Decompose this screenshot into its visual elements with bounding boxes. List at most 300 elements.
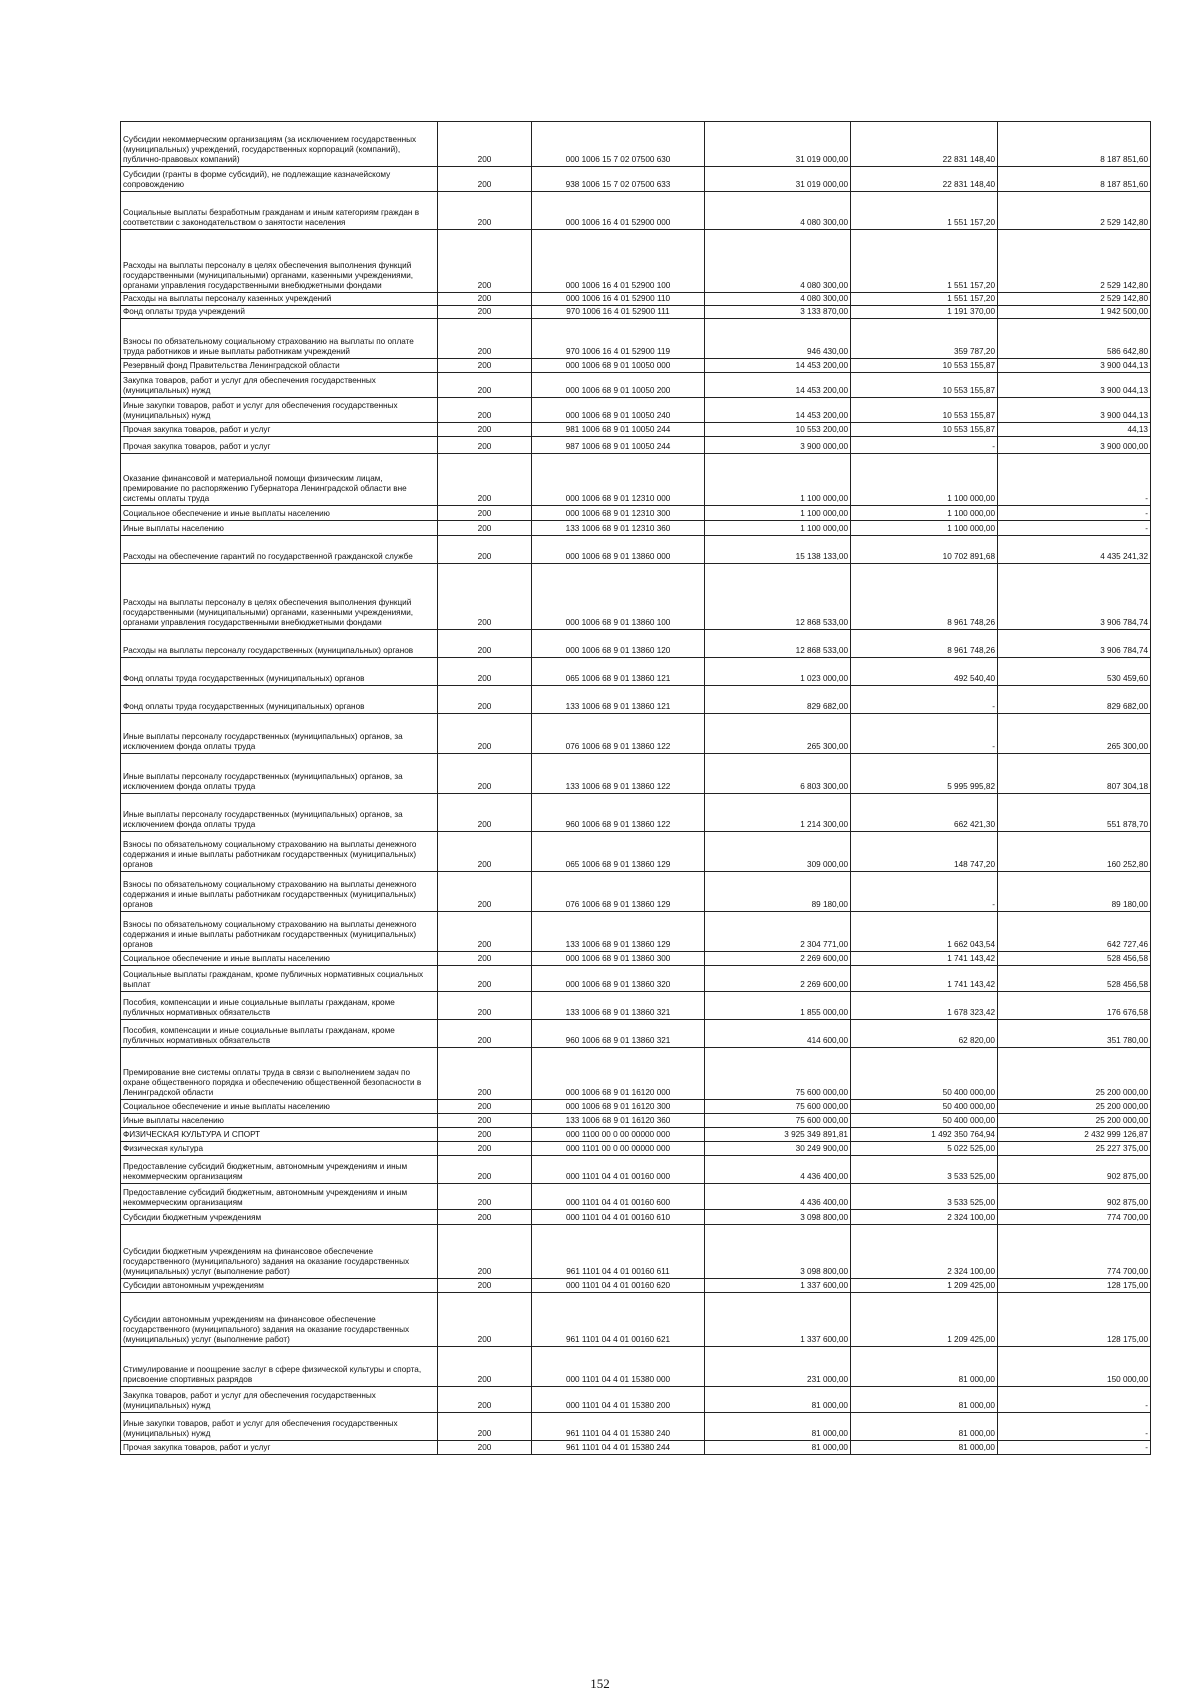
row-name-cell: Расходы на обеспечение гарантий по государственной гражданской службе bbox=[121, 536, 438, 564]
row-name-cell: Закупка товаров, работ и услуг для обеспечения государственных (муниципальных) нужд bbox=[121, 1387, 438, 1413]
row-code-cell: 200 bbox=[438, 714, 532, 754]
row-executed-amount-cell: - bbox=[851, 686, 998, 714]
row-classification-code-cell: 000 1006 16 4 01 52900 100 bbox=[532, 230, 705, 293]
row-executed-amount-cell: 8 961 748,26 bbox=[851, 564, 998, 630]
row-approved-amount-cell: 265 300,00 bbox=[705, 714, 851, 754]
row-approved-amount-cell: 414 600,00 bbox=[705, 1020, 851, 1048]
row-approved-amount-cell: 946 430,00 bbox=[705, 319, 851, 359]
row-name-cell: Субсидии бюджетным учреждениям на финансовое обеспечение государственного (муниципального) задания на оказание государственных (муниципальных) услуг (выполнение работ) bbox=[121, 1225, 438, 1279]
row-approved-amount-cell: 81 000,00 bbox=[705, 1441, 851, 1455]
row-code-cell: 200 bbox=[438, 423, 532, 437]
row-unexecuted-amount-cell: 8 187 851,60 bbox=[998, 122, 1151, 167]
row-code-cell: 200 bbox=[438, 122, 532, 167]
table-row bbox=[121, 359, 1151, 373]
row-code-cell: 200 bbox=[438, 1184, 532, 1210]
row-unexecuted-amount-cell: 2 529 142,80 bbox=[998, 192, 1151, 230]
row-classification-code-cell: 000 1006 68 9 01 16120 300 bbox=[532, 1100, 705, 1114]
row-approved-amount-cell: 1 100 000,00 bbox=[705, 454, 851, 506]
row-approved-amount-cell: 15 138 133,00 bbox=[705, 536, 851, 564]
row-classification-code-cell: 987 1006 68 9 01 10050 244 bbox=[532, 437, 705, 454]
row-classification-code-cell: 961 1101 04 4 01 00160 611 bbox=[532, 1225, 705, 1279]
table-row bbox=[121, 230, 1151, 293]
row-code-cell: 200 bbox=[438, 754, 532, 794]
row-classification-code-cell: 065 1006 68 9 01 13860 121 bbox=[532, 658, 705, 686]
row-name-cell: Расходы на выплаты персоналу в целях обеспечения выполнения функций государственными (муниципальными) органами, казенными учреждениями, органами управления государственными внебюджетными фондами bbox=[121, 564, 438, 630]
row-executed-amount-cell: 81 000,00 bbox=[851, 1387, 998, 1413]
row-executed-amount-cell: 1 492 350 764,94 bbox=[851, 1128, 998, 1142]
row-approved-amount-cell: 6 803 300,00 bbox=[705, 754, 851, 794]
row-executed-amount-cell: 1 100 000,00 bbox=[851, 521, 998, 536]
row-code-cell: 200 bbox=[438, 1114, 532, 1128]
row-classification-code-cell: 000 1006 68 9 01 13860 300 bbox=[532, 952, 705, 966]
row-approved-amount-cell: 2 269 600,00 bbox=[705, 952, 851, 966]
row-name-cell: Иные выплаты персоналу государственных (муниципальных) органов, за исключением фонда оплаты труда bbox=[121, 794, 438, 832]
row-approved-amount-cell: 75 600 000,00 bbox=[705, 1114, 851, 1128]
table-row bbox=[121, 1210, 1151, 1225]
row-code-cell: 200 bbox=[438, 952, 532, 966]
row-approved-amount-cell: 1 855 000,00 bbox=[705, 992, 851, 1020]
row-executed-amount-cell: 1 191 370,00 bbox=[851, 306, 998, 319]
row-code-cell: 200 bbox=[438, 1100, 532, 1114]
row-executed-amount-cell: 1 551 157,20 bbox=[851, 293, 998, 306]
row-name-cell: Иные выплаты персоналу государственных (муниципальных) органов, за исключением фонда оплаты труда bbox=[121, 714, 438, 754]
row-code-cell: 200 bbox=[438, 293, 532, 306]
row-executed-amount-cell: 148 747,20 bbox=[851, 832, 998, 872]
table-row bbox=[121, 952, 1151, 966]
row-unexecuted-amount-cell: 25 200 000,00 bbox=[998, 1114, 1151, 1128]
row-code-cell: 200 bbox=[438, 1210, 532, 1225]
row-executed-amount-cell: 81 000,00 bbox=[851, 1347, 998, 1387]
row-name-cell: Взносы по обязательному социальному страхованию на выплаты денежного содержания и иные выплаты работникам государственных (муниципальных) органов bbox=[121, 872, 438, 912]
row-unexecuted-amount-cell: 89 180,00 bbox=[998, 872, 1151, 912]
budget-table-body bbox=[121, 122, 1151, 1455]
row-approved-amount-cell: 1 214 300,00 bbox=[705, 794, 851, 832]
row-unexecuted-amount-cell: 807 304,18 bbox=[998, 754, 1151, 794]
row-executed-amount-cell: - bbox=[851, 437, 998, 454]
row-classification-code-cell: 076 1006 68 9 01 13860 129 bbox=[532, 872, 705, 912]
row-unexecuted-amount-cell: 902 875,00 bbox=[998, 1184, 1151, 1210]
row-approved-amount-cell: 12 868 533,00 bbox=[705, 630, 851, 658]
row-unexecuted-amount-cell: 774 700,00 bbox=[998, 1210, 1151, 1225]
row-code-cell: 200 bbox=[438, 794, 532, 832]
row-classification-code-cell: 000 1006 68 9 01 13860 120 bbox=[532, 630, 705, 658]
table-row bbox=[121, 1387, 1151, 1413]
row-approved-amount-cell: 14 453 200,00 bbox=[705, 398, 851, 423]
row-name-cell: Иные закупки товаров, работ и услуг для обеспечения государственных (муниципальных) нужд bbox=[121, 1413, 438, 1441]
row-unexecuted-amount-cell: 128 175,00 bbox=[998, 1293, 1151, 1347]
row-unexecuted-amount-cell: 551 878,70 bbox=[998, 794, 1151, 832]
row-code-cell: 200 bbox=[438, 192, 532, 230]
row-name-cell: Субсидии (гранты в форме субсидий), не подлежащие казначейскому сопровождению bbox=[121, 167, 438, 192]
row-executed-amount-cell: 1 100 000,00 bbox=[851, 506, 998, 521]
row-unexecuted-amount-cell: 3 906 784,74 bbox=[998, 564, 1151, 630]
row-classification-code-cell: 133 1006 68 9 01 12310 360 bbox=[532, 521, 705, 536]
row-code-cell: 200 bbox=[438, 359, 532, 373]
row-code-cell: 200 bbox=[438, 1156, 532, 1184]
table-row bbox=[121, 564, 1151, 630]
row-classification-code-cell: 000 1006 15 7 02 07500 630 bbox=[532, 122, 705, 167]
row-name-cell: Премирование вне системы оплаты труда в связи с выполнением задач по охране общественного порядка и обеспечению общественной безопасности в Ленинградской области bbox=[121, 1048, 438, 1100]
row-classification-code-cell: 970 1006 16 4 01 52900 111 bbox=[532, 306, 705, 319]
table-row bbox=[121, 398, 1151, 423]
row-unexecuted-amount-cell: - bbox=[998, 1387, 1151, 1413]
row-executed-amount-cell: 22 831 148,40 bbox=[851, 167, 998, 192]
row-code-cell: 200 bbox=[438, 872, 532, 912]
row-unexecuted-amount-cell: - bbox=[998, 521, 1151, 536]
row-unexecuted-amount-cell: 265 300,00 bbox=[998, 714, 1151, 754]
row-code-cell: 200 bbox=[438, 1048, 532, 1100]
table-row bbox=[121, 1441, 1151, 1455]
row-approved-amount-cell: 4 080 300,00 bbox=[705, 230, 851, 293]
row-unexecuted-amount-cell: 44,13 bbox=[998, 423, 1151, 437]
row-executed-amount-cell: 10 553 155,87 bbox=[851, 398, 998, 423]
row-name-cell: Расходы на выплаты персоналу в целях обеспечения выполнения функций государственными (муниципальными) органами, казенными учреждениями, органами управления государственными внебюджетными фондами bbox=[121, 230, 438, 293]
row-code-cell: 200 bbox=[438, 1387, 532, 1413]
row-executed-amount-cell: 22 831 148,40 bbox=[851, 122, 998, 167]
row-name-cell: Резервный фонд Правительства Ленинградской области bbox=[121, 359, 438, 373]
row-code-cell: 200 bbox=[438, 373, 532, 398]
row-classification-code-cell: 000 1101 04 4 01 00160 000 bbox=[532, 1156, 705, 1184]
row-executed-amount-cell: 50 400 000,00 bbox=[851, 1114, 998, 1128]
row-name-cell: Иные закупки товаров, работ и услуг для обеспечения государственных (муниципальных) нужд bbox=[121, 398, 438, 423]
row-approved-amount-cell: 4 436 400,00 bbox=[705, 1184, 851, 1210]
row-unexecuted-amount-cell: 586 642,80 bbox=[998, 319, 1151, 359]
row-unexecuted-amount-cell: 2 529 142,80 bbox=[998, 230, 1151, 293]
row-classification-code-cell: 000 1006 68 9 01 13860 320 bbox=[532, 966, 705, 992]
row-executed-amount-cell: 81 000,00 bbox=[851, 1413, 998, 1441]
row-name-cell: Субсидии автономным учреждениям на финансовое обеспечение государственного (муниципального) задания на оказание государственных (муниципальных) услуг (выполнение работ) bbox=[121, 1293, 438, 1347]
row-classification-code-cell: 000 1006 68 9 01 12310 000 bbox=[532, 454, 705, 506]
row-classification-code-cell: 961 1101 04 4 01 15380 244 bbox=[532, 1441, 705, 1455]
row-classification-code-cell: 000 1101 04 4 01 00160 620 bbox=[532, 1279, 705, 1293]
row-executed-amount-cell: 2 324 100,00 bbox=[851, 1210, 998, 1225]
row-name-cell: Пособия, компенсации и иные социальные выплаты гражданам, кроме публичных нормативных обязательств bbox=[121, 992, 438, 1020]
table-row bbox=[121, 1225, 1151, 1279]
table-row bbox=[121, 1184, 1151, 1210]
row-unexecuted-amount-cell: 25 227 375,00 bbox=[998, 1142, 1151, 1156]
row-executed-amount-cell: - bbox=[851, 872, 998, 912]
row-classification-code-cell: 938 1006 15 7 02 07500 633 bbox=[532, 167, 705, 192]
row-unexecuted-amount-cell: 3 900 044,13 bbox=[998, 398, 1151, 423]
table-row bbox=[121, 1413, 1151, 1441]
row-name-cell: Расходы на выплаты персоналу казенных учреждений bbox=[121, 293, 438, 306]
row-unexecuted-amount-cell: 774 700,00 bbox=[998, 1225, 1151, 1279]
row-unexecuted-amount-cell: - bbox=[998, 454, 1151, 506]
table-row bbox=[121, 319, 1151, 359]
row-executed-amount-cell: - bbox=[851, 714, 998, 754]
row-classification-code-cell: 133 1006 68 9 01 13860 321 bbox=[532, 992, 705, 1020]
table-row bbox=[121, 454, 1151, 506]
row-executed-amount-cell: 50 400 000,00 bbox=[851, 1048, 998, 1100]
row-classification-code-cell: 000 1101 04 4 01 00160 600 bbox=[532, 1184, 705, 1210]
row-classification-code-cell: 000 1101 04 4 01 15380 000 bbox=[532, 1347, 705, 1387]
row-classification-code-cell: 000 1006 68 9 01 13860 000 bbox=[532, 536, 705, 564]
row-classification-code-cell: 133 1006 68 9 01 13860 122 bbox=[532, 754, 705, 794]
row-executed-amount-cell: 5 995 995,82 bbox=[851, 754, 998, 794]
row-approved-amount-cell: 1 100 000,00 bbox=[705, 506, 851, 521]
row-approved-amount-cell: 1 337 600,00 bbox=[705, 1279, 851, 1293]
row-code-cell: 200 bbox=[438, 398, 532, 423]
row-executed-amount-cell: 81 000,00 bbox=[851, 1441, 998, 1455]
table-row bbox=[121, 714, 1151, 754]
row-approved-amount-cell: 4 080 300,00 bbox=[705, 192, 851, 230]
row-approved-amount-cell: 12 868 533,00 bbox=[705, 564, 851, 630]
row-classification-code-cell: 970 1006 16 4 01 52900 119 bbox=[532, 319, 705, 359]
row-code-cell: 200 bbox=[438, 966, 532, 992]
row-unexecuted-amount-cell: 25 200 000,00 bbox=[998, 1100, 1151, 1114]
row-unexecuted-amount-cell: 4 435 241,32 bbox=[998, 536, 1151, 564]
row-name-cell: Взносы по обязательному социальному страхованию на выплаты денежного содержания и иные выплаты работникам государственных (муниципальных) органов bbox=[121, 912, 438, 952]
table-row bbox=[121, 1279, 1151, 1293]
row-classification-code-cell: 000 1006 68 9 01 10050 200 bbox=[532, 373, 705, 398]
row-code-cell: 200 bbox=[438, 306, 532, 319]
row-classification-code-cell: 076 1006 68 9 01 13860 122 bbox=[532, 714, 705, 754]
row-code-cell: 200 bbox=[438, 1441, 532, 1455]
row-code-cell: 200 bbox=[438, 564, 532, 630]
row-code-cell: 200 bbox=[438, 454, 532, 506]
row-approved-amount-cell: 81 000,00 bbox=[705, 1387, 851, 1413]
table-row bbox=[121, 794, 1151, 832]
row-executed-amount-cell: 8 961 748,26 bbox=[851, 630, 998, 658]
row-approved-amount-cell: 14 453 200,00 bbox=[705, 373, 851, 398]
row-name-cell: ФИЗИЧЕСКАЯ КУЛЬТУРА И СПОРТ bbox=[121, 1128, 438, 1142]
row-code-cell: 200 bbox=[438, 832, 532, 872]
table-row bbox=[121, 521, 1151, 536]
row-name-cell: Социальные выплаты безработным гражданам и иным категориям граждан в соответствии с законодательством о занятости населения bbox=[121, 192, 438, 230]
row-approved-amount-cell: 4 436 400,00 bbox=[705, 1156, 851, 1184]
row-name-cell: Социальное обеспечение и иные выплаты населению bbox=[121, 952, 438, 966]
row-name-cell: Социальные выплаты гражданам, кроме публичных нормативных социальных выплат bbox=[121, 966, 438, 992]
table-row bbox=[121, 992, 1151, 1020]
table-row bbox=[121, 423, 1151, 437]
row-executed-amount-cell: 3 533 525,00 bbox=[851, 1184, 998, 1210]
row-unexecuted-amount-cell: 3 900 044,13 bbox=[998, 373, 1151, 398]
row-name-cell: Субсидии бюджетным учреждениям bbox=[121, 1210, 438, 1225]
row-name-cell: Предоставление субсидий бюджетным, автономным учреждениям и иным некоммерческим организациям bbox=[121, 1156, 438, 1184]
row-classification-code-cell: 065 1006 68 9 01 13860 129 bbox=[532, 832, 705, 872]
row-executed-amount-cell: 1 551 157,20 bbox=[851, 230, 998, 293]
row-unexecuted-amount-cell: 642 727,46 bbox=[998, 912, 1151, 952]
row-executed-amount-cell: 10 553 155,87 bbox=[851, 373, 998, 398]
table-row bbox=[121, 1128, 1151, 1142]
row-name-cell: Закупка товаров, работ и услуг для обеспечения государственных (муниципальных) нужд bbox=[121, 373, 438, 398]
row-name-cell: Взносы по обязательному социальному страхованию на выплаты по оплате труда работников и иные выплаты работникам учреждений bbox=[121, 319, 438, 359]
row-approved-amount-cell: 31 019 000,00 bbox=[705, 122, 851, 167]
row-unexecuted-amount-cell: 2 529 142,80 bbox=[998, 293, 1151, 306]
table-row bbox=[121, 293, 1151, 306]
row-approved-amount-cell: 2 304 771,00 bbox=[705, 912, 851, 952]
table-row bbox=[121, 536, 1151, 564]
row-approved-amount-cell: 3 098 800,00 bbox=[705, 1225, 851, 1279]
row-executed-amount-cell: 5 022 525,00 bbox=[851, 1142, 998, 1156]
table-row bbox=[121, 306, 1151, 319]
row-executed-amount-cell: 1 741 143,42 bbox=[851, 952, 998, 966]
row-approved-amount-cell: 10 553 200,00 bbox=[705, 423, 851, 437]
row-name-cell: Взносы по обязательному социальному страхованию на выплаты денежного содержания и иные выплаты работникам государственных (муниципальных) органов bbox=[121, 832, 438, 872]
row-name-cell: Фонд оплаты труда учреждений bbox=[121, 306, 438, 319]
row-approved-amount-cell: 31 019 000,00 bbox=[705, 167, 851, 192]
row-unexecuted-amount-cell: 829 682,00 bbox=[998, 686, 1151, 714]
row-approved-amount-cell: 1 100 000,00 bbox=[705, 521, 851, 536]
row-classification-code-cell: 000 1101 00 0 00 00000 000 bbox=[532, 1142, 705, 1156]
row-name-cell: Субсидии некоммерческим организациям (за исключением государственных (муниципальных) учреждений, государственных корпораций (компаний), публично-правовых компаний) bbox=[121, 122, 438, 167]
row-executed-amount-cell: 359 787,20 bbox=[851, 319, 998, 359]
row-classification-code-cell: 000 1006 68 9 01 10050 000 bbox=[532, 359, 705, 373]
row-approved-amount-cell: 1 023 000,00 bbox=[705, 658, 851, 686]
table-row bbox=[121, 754, 1151, 794]
row-executed-amount-cell: 492 540,40 bbox=[851, 658, 998, 686]
row-classification-code-cell: 000 1006 68 9 01 10050 240 bbox=[532, 398, 705, 423]
table-row bbox=[121, 122, 1151, 167]
row-code-cell: 200 bbox=[438, 992, 532, 1020]
row-approved-amount-cell: 829 682,00 bbox=[705, 686, 851, 714]
row-unexecuted-amount-cell: 528 456,58 bbox=[998, 952, 1151, 966]
row-approved-amount-cell: 3 925 349 891,81 bbox=[705, 1128, 851, 1142]
table-row bbox=[121, 966, 1151, 992]
row-name-cell: Прочая закупка товаров, работ и услуг bbox=[121, 1441, 438, 1455]
row-classification-code-cell: 981 1006 68 9 01 10050 244 bbox=[532, 423, 705, 437]
row-executed-amount-cell: 10 702 891,68 bbox=[851, 536, 998, 564]
row-code-cell: 200 bbox=[438, 630, 532, 658]
row-code-cell: 200 bbox=[438, 437, 532, 454]
row-name-cell: Пособия, компенсации и иные социальные выплаты гражданам, кроме публичных нормативных обязательств bbox=[121, 1020, 438, 1048]
row-name-cell: Иные выплаты населению bbox=[121, 1114, 438, 1128]
row-approved-amount-cell: 4 080 300,00 bbox=[705, 293, 851, 306]
table-row bbox=[121, 686, 1151, 714]
row-unexecuted-amount-cell: 128 175,00 bbox=[998, 1279, 1151, 1293]
row-name-cell: Прочая закупка товаров, работ и услуг bbox=[121, 423, 438, 437]
row-unexecuted-amount-cell: 351 780,00 bbox=[998, 1020, 1151, 1048]
budget-table bbox=[120, 121, 1151, 1455]
row-name-cell: Физическая культура bbox=[121, 1142, 438, 1156]
row-code-cell: 200 bbox=[438, 1413, 532, 1441]
row-approved-amount-cell: 75 600 000,00 bbox=[705, 1100, 851, 1114]
row-unexecuted-amount-cell: - bbox=[998, 506, 1151, 521]
row-approved-amount-cell: 75 600 000,00 bbox=[705, 1048, 851, 1100]
row-name-cell: Оказание финансовой и материальной помощи физическим лицам, премирование по распоряжению Губернатора Ленинградской области вне системы оплаты труда bbox=[121, 454, 438, 506]
row-executed-amount-cell: 1 209 425,00 bbox=[851, 1293, 998, 1347]
row-unexecuted-amount-cell: 902 875,00 bbox=[998, 1156, 1151, 1184]
row-code-cell: 200 bbox=[438, 1128, 532, 1142]
row-classification-code-cell: 960 1006 68 9 01 13860 321 bbox=[532, 1020, 705, 1048]
row-unexecuted-amount-cell: 8 187 851,60 bbox=[998, 167, 1151, 192]
row-classification-code-cell: 000 1006 68 9 01 13860 100 bbox=[532, 564, 705, 630]
table-row bbox=[121, 1114, 1151, 1128]
row-classification-code-cell: 961 1101 04 4 01 00160 621 bbox=[532, 1293, 705, 1347]
row-unexecuted-amount-cell: 530 459,60 bbox=[998, 658, 1151, 686]
row-approved-amount-cell: 81 000,00 bbox=[705, 1413, 851, 1441]
row-classification-code-cell: 000 1101 04 4 01 15380 200 bbox=[532, 1387, 705, 1413]
row-executed-amount-cell: 3 533 525,00 bbox=[851, 1156, 998, 1184]
row-name-cell: Иные выплаты населению bbox=[121, 521, 438, 536]
row-name-cell: Субсидии автономным учреждениям bbox=[121, 1279, 438, 1293]
table-row bbox=[121, 630, 1151, 658]
row-approved-amount-cell: 14 453 200,00 bbox=[705, 359, 851, 373]
row-approved-amount-cell: 309 000,00 bbox=[705, 832, 851, 872]
row-classification-code-cell: 000 1101 04 4 01 00160 610 bbox=[532, 1210, 705, 1225]
table-row bbox=[121, 1048, 1151, 1100]
table-row bbox=[121, 373, 1151, 398]
row-unexecuted-amount-cell: 528 456,58 bbox=[998, 966, 1151, 992]
row-code-cell: 200 bbox=[438, 506, 532, 521]
row-approved-amount-cell: 3 098 800,00 bbox=[705, 1210, 851, 1225]
row-code-cell: 200 bbox=[438, 1225, 532, 1279]
budget-execution-sheet bbox=[120, 121, 1150, 1455]
row-name-cell: Предоставление субсидий бюджетным, автономным учреждениям и иным некоммерческим организациям bbox=[121, 1184, 438, 1210]
row-executed-amount-cell: 50 400 000,00 bbox=[851, 1100, 998, 1114]
row-executed-amount-cell: 10 553 155,87 bbox=[851, 359, 998, 373]
table-row bbox=[121, 167, 1151, 192]
row-unexecuted-amount-cell: 176 676,58 bbox=[998, 992, 1151, 1020]
row-approved-amount-cell: 89 180,00 bbox=[705, 872, 851, 912]
row-classification-code-cell: 133 1006 68 9 01 16120 360 bbox=[532, 1114, 705, 1128]
row-code-cell: 200 bbox=[438, 1279, 532, 1293]
row-code-cell: 200 bbox=[438, 167, 532, 192]
row-code-cell: 200 bbox=[438, 521, 532, 536]
row-executed-amount-cell: 1 100 000,00 bbox=[851, 454, 998, 506]
row-approved-amount-cell: 2 269 600,00 bbox=[705, 966, 851, 992]
table-row bbox=[121, 872, 1151, 912]
row-executed-amount-cell: 1 678 323,42 bbox=[851, 992, 998, 1020]
row-executed-amount-cell: 1 209 425,00 bbox=[851, 1279, 998, 1293]
row-approved-amount-cell: 3 900 000,00 bbox=[705, 437, 851, 454]
row-code-cell: 200 bbox=[438, 230, 532, 293]
row-name-cell: Расходы на выплаты персоналу государственных (муниципальных) органов bbox=[121, 630, 438, 658]
table-row bbox=[121, 192, 1151, 230]
row-name-cell: Социальное обеспечение и иные выплаты населению bbox=[121, 506, 438, 521]
row-name-cell: Иные выплаты персоналу государственных (муниципальных) органов, за исключением фонда оплаты труда bbox=[121, 754, 438, 794]
row-classification-code-cell: 000 1006 68 9 01 16120 000 bbox=[532, 1048, 705, 1100]
table-row bbox=[121, 912, 1151, 952]
table-row bbox=[121, 437, 1151, 454]
table-row bbox=[121, 658, 1151, 686]
row-code-cell: 200 bbox=[438, 319, 532, 359]
row-executed-amount-cell: 62 820,00 bbox=[851, 1020, 998, 1048]
row-code-cell: 200 bbox=[438, 1293, 532, 1347]
page-number: 152 bbox=[590, 1676, 610, 1691]
row-unexecuted-amount-cell: 1 942 500,00 bbox=[998, 306, 1151, 319]
row-name-cell: Стимулирование и поощрение заслуг в сфере физической культуры и спорта, присвоение спортивных разрядов bbox=[121, 1347, 438, 1387]
row-classification-code-cell: 000 1006 16 4 01 52900 110 bbox=[532, 293, 705, 306]
row-executed-amount-cell: 1 551 157,20 bbox=[851, 192, 998, 230]
table-row bbox=[121, 1347, 1151, 1387]
row-classification-code-cell: 000 1100 00 0 00 00000 000 bbox=[532, 1128, 705, 1142]
table-row bbox=[121, 1293, 1151, 1347]
row-code-cell: 200 bbox=[438, 1347, 532, 1387]
row-code-cell: 200 bbox=[438, 1142, 532, 1156]
row-executed-amount-cell: 1 662 043,54 bbox=[851, 912, 998, 952]
row-name-cell: Прочая закупка товаров, работ и услуг bbox=[121, 437, 438, 454]
row-unexecuted-amount-cell: 3 900 000,00 bbox=[998, 437, 1151, 454]
row-executed-amount-cell: 10 553 155,87 bbox=[851, 423, 998, 437]
table-row bbox=[121, 1142, 1151, 1156]
row-unexecuted-amount-cell: 3 906 784,74 bbox=[998, 630, 1151, 658]
row-classification-code-cell: 960 1006 68 9 01 13860 122 bbox=[532, 794, 705, 832]
table-row bbox=[121, 506, 1151, 521]
row-code-cell: 200 bbox=[438, 536, 532, 564]
row-approved-amount-cell: 30 249 900,00 bbox=[705, 1142, 851, 1156]
row-unexecuted-amount-cell: 25 200 000,00 bbox=[998, 1048, 1151, 1100]
row-unexecuted-amount-cell: - bbox=[998, 1441, 1151, 1455]
row-code-cell: 200 bbox=[438, 658, 532, 686]
row-classification-code-cell: 133 1006 68 9 01 13860 129 bbox=[532, 912, 705, 952]
row-executed-amount-cell: 2 324 100,00 bbox=[851, 1225, 998, 1279]
row-code-cell: 200 bbox=[438, 912, 532, 952]
table-row bbox=[121, 832, 1151, 872]
table-row bbox=[121, 1100, 1151, 1114]
row-name-cell: Фонд оплаты труда государственных (муниципальных) органов bbox=[121, 658, 438, 686]
table-row bbox=[121, 1020, 1151, 1048]
